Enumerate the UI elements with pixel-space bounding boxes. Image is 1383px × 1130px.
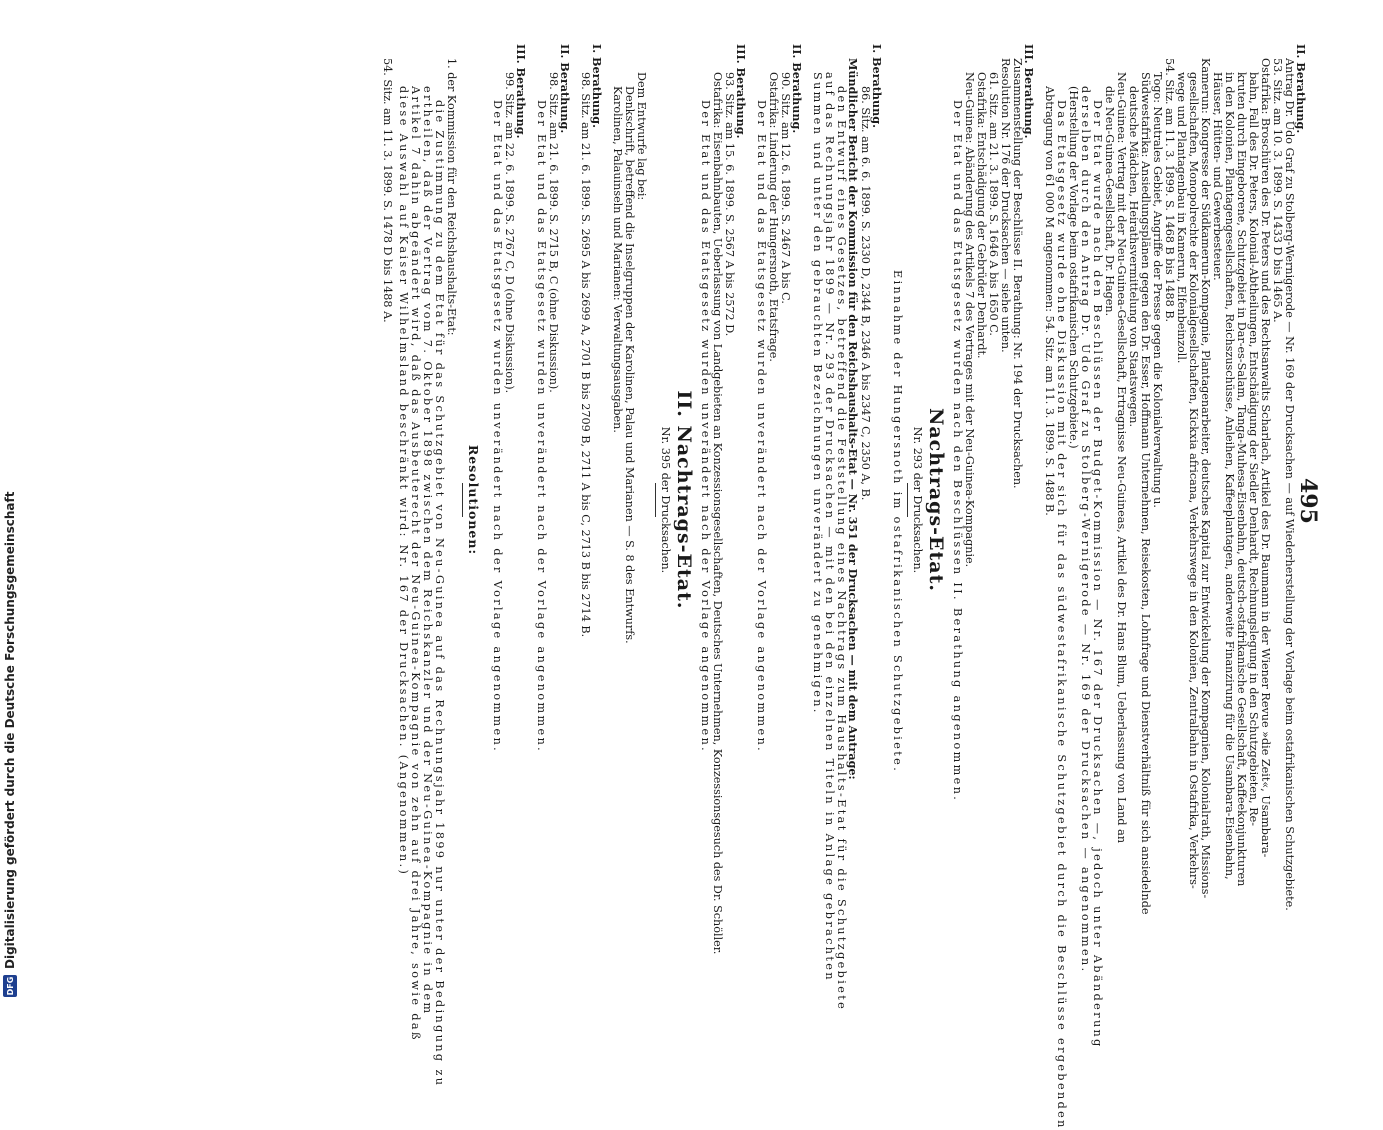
text-line: Resolutionen: <box>466 444 481 556</box>
text-line: III. Berathung. <box>734 44 748 139</box>
text-line: Togo: Neutrales Gebiet, Angriffe der Presse gegen die Kolonialverwaltung u. <box>1151 72 1164 508</box>
text-line: wege und Plantagenbau in Kamerun, Elfenbeinzoll. <box>1175 72 1188 364</box>
text-line: 54. Sitz. am 11. 3. 1899. S. 1468 B bis 1488 B. <box>1163 58 1176 323</box>
text-line: (Herstellung der Vorlage beim ostafrikanischen Schutzgebiete.) <box>1067 86 1080 449</box>
text-line: Abtragung von 61 000 M angenommen: 54. Sitz. am 11. 3. 1899. S. 1488 B. <box>1043 86 1056 516</box>
text-line: gesellschaften, Monopolrechte der Kolonialgesellschaften, Kickxia africana, Verkehrswege in den Kolonien, Zentralbahn in Ostafrika, Verkehrs- <box>1187 72 1200 889</box>
text-line: den Entwurf eines Gesetzes, betreffend die Feststellung eines Nachtrags zum Haushalts-Etat für die Schutzgebiete <box>835 86 848 1012</box>
text-line: 1. der Kommission für den Reichshaushalts-Etat: <box>445 58 458 336</box>
text-line: auf das Rechnungsjahr 1899 — Nr. 293 der Drucksachen — mit den bei den einzelnen Titeln in Anlage gebrachten <box>823 72 836 982</box>
text-line: Resolution Nr. 176 der Drucksachen — siehe unten. <box>999 58 1012 353</box>
text-line: Dem Entwurfe lag bei: <box>635 72 648 201</box>
text-line: Der Etat und das Etatsgesetz wurden unverändert nach der Vorlage angenommen. <box>491 100 504 754</box>
text-line: Kamerun: Kongresse der Südkamerun-Kompagnie, Plantagenarbeiter, deutsches Kapital zur Entwickelung der Kompagnien, Kolonialrath, Missions- <box>1199 58 1212 899</box>
text-line: Zusammenstellung der Beschlüsse II. Berathung: Nr. 194 der Drucksachen. <box>1011 58 1024 489</box>
text-line: 98. Sitz. am 21. 6. 1899. S. 2695 A bis 2699 A, 2701 B bis 2709 B, 2711 A bis C, 2713 B bis 2714 B. <box>579 72 592 638</box>
page-number: 495 <box>1295 478 1321 524</box>
text-line: Ostafrika: Linderung der Hungersnoth, Etatsfrage. <box>767 72 780 362</box>
text-line: Ostafrika: Entschädigung der Gebrüder Denhardt. <box>975 72 988 359</box>
dfg-logo: DFG <box>3 975 17 997</box>
text-line: in den Kolonien, Plantagengesellschaften, Reichszuschüsse, Anleihen, Kaffeeplantagen, anderweite Finanzirung für die Usambara-Eisenbahn, <box>1223 72 1236 880</box>
text-line: II. Berathung. <box>558 44 572 134</box>
text-line: 90. Sitz. am 12. 6. 1899. S. 2467 A bis C. <box>779 72 792 304</box>
text-line: 53. Sitz. am 10. 3. 1899. S. 1433 D bis 1465 A. <box>1271 58 1284 323</box>
text-line: die Zustimmung zu dem Etat für das Schutzgebiet von Neu-Guinea auf das Rechnungsjahr 1899 nur unter der Bedingung zu <box>433 100 446 1088</box>
text-line: Einnahme der Hungersnoth im ostafrikanischen Schutzgebiete. <box>891 270 904 774</box>
text-line: Nr. 293 der Drucksachen. <box>911 426 924 574</box>
text-line: Das Etatsgesetz wurde ohne Diskussion mit der sich für das südwestafrikanische Schutzgebiet durch die Beschlüsse ergebenden <box>1055 100 1068 1130</box>
text-line: Der Etat und das Etatsgesetz wurden nach den Beschlüssen II. Berathung angenommen. <box>951 100 964 803</box>
text-line: Neu-Guinea: Vertrag mit der Neu-Guinea-Gesellschaft, Ertragnisse Neu-Guineas, Artikel des Dr. Hans Blum, Ueberlassung von Land an <box>1115 72 1128 844</box>
text-line: Artikel 7 dahin abgeändert wird, daß das Ausbeuterecht der Neu-Guinea-Kompagnie von zehn auf drei Jahre, sowie daß <box>409 86 422 1042</box>
text-line: Ostafrika: Eisenbahnbauten, Ueberlassung von Landgebieten an Konzessionsgesellschaften, Deutsches Unternehmen, Konzessionsgesuch des Dr. Schöller. <box>711 72 724 955</box>
text-line: ertheilen, daß der Vertrag vom 7. Oktober 1898 zwischen dem Reichskanzler und der Neu-Guinea-Kompagnie in dem <box>421 86 434 1016</box>
text-line: Der Etat und das Etatsgesetz wurden unverändert nach der Vorlage angenommen. <box>699 100 712 754</box>
text-line: Nr. 395 der Drucksachen. <box>659 426 672 574</box>
text-line: Denkschrift, betreffend die Inselgruppen der Karolinen, Palau und Marianen — S. 8 des Entwurfs. <box>623 86 636 644</box>
text-line: Antrag Dr. Udo Graf zu Stolberg-Wernigerode — Nr. 169 der Drucksachen — auf Wiederherstellung der Vorlage beim ostafrikanischen Schutzgebiete. <box>1283 58 1296 911</box>
text-line: 98. Sitz. am 21. 6. 1899. S. 2715 B, C (ohne Diskussion). <box>547 72 560 393</box>
text-line: 93. Sitz. am 15. 6. 1899. S. 2567 A bis 2572 D. <box>723 72 736 337</box>
text-line: 99. Sitz. am 22. 6. 1899. S. 2767 C, D (ohne Diskussion). <box>503 72 516 394</box>
funding-sidebar <box>0 0 20 1000</box>
separator-line <box>462 483 463 517</box>
text-line: Der Etat wurde nach den Beschlüssen der Budget-Kommission — Nr. 167 der Drucksachen —, jedoch unter Abänderung <box>1091 100 1104 1049</box>
text-line: I. Berathung. <box>870 44 884 129</box>
text-line: kruten durch Eingeborene, Schutzgebiet in Dar-es-Salam, Tanga-Muhesa-Eisenbahn, deutsch-ostafrikanische Gesellschaft, Kaffeekonjunkturen <box>1235 72 1248 887</box>
text-line: Der Etat und das Etatsgesetz wurden unverändert nach der Vorlage angenommen. <box>755 100 768 754</box>
text-line: 86. Sitz. am 6. 6. 1899. S. 2330 D, 2344 B, 2346 A bis 2347 C, 2350 A, B. <box>859 86 872 501</box>
separator-line <box>655 483 656 517</box>
text-line: II. Nachtrags-Etat. <box>673 390 695 610</box>
text-line: II. Berathung. <box>1294 44 1308 134</box>
text-line: Häuser, Hütten- und Gewerbesteuer. <box>1211 72 1224 281</box>
text-line: Mündlicher Bericht der Kommission für den Reichshaushalts-Etat — Nr. 351 der Drucksachen — mit dem Antrage: <box>846 58 860 780</box>
text-line: Südwestafrika: Ansiedlungsplänen gegen den Dr. Esser, Hoffmann Unternehmen, Reisekosten, Lohnfrage und Dienstverhältniß für sich ansiedelnde <box>1139 72 1152 915</box>
text-line: III. Berathung. <box>1022 44 1036 139</box>
separator-line <box>907 483 908 517</box>
text-line: Summen und unter den gebrauchten Bezeichnungen unverändert zu genehmigen. <box>811 72 824 715</box>
text-line: 61. Sitz. am 21. 3. 1899. S. 1646 A bis 1650 C. <box>987 72 1000 336</box>
text-line: die Neu-Guinea-Gesellschaft, Dr. Hagen. <box>1103 86 1116 317</box>
text-line: II. Berathung. <box>790 44 804 134</box>
text-line: I. Berathung. <box>590 44 604 129</box>
text-line: Ostafrika: Broschüren des Dr. Peters und des Rechtsanwalts Scharlach, Artikel des Dr. Baumann in der Wiener Revue »die Zeit«, Usambara- <box>1259 58 1272 858</box>
text-line: diese Auswahl auf Kaiser Wilhelmsland beschränkt wird: Nr. 167 der Drucksachen. (Angenommen.) <box>397 86 410 877</box>
text-line: Der Etat und das Etatsgesetz wurden unverändert nach der Vorlage angenommen. <box>535 100 548 754</box>
text-line: Karolinen, Palauinseln und Marianen: Verwaltungsausgaben. <box>611 86 624 433</box>
funding-note: Digitalisierung gefördert durch die Deutsche Forschungsgemeinschaft <box>3 491 17 969</box>
text-line: 54. Sitz. am 11. 3. 1899. S. 1478 D bis 1488 A. <box>381 58 394 323</box>
text-line: III. Berathung. <box>514 44 528 139</box>
text-line: derselben durch den Antrag Dr. Udo Graf zu Stolberg-Wernigerode — Nr. 169 der Drucksachen — angenommen. <box>1079 86 1092 974</box>
text-line: Nachtrags-Etat. <box>925 408 947 592</box>
text-line: Neu-Guinea: Abänderung des Artikels 7 des Vertrages mit der Neu-Guinea-Kompagnie. <box>963 72 976 568</box>
text-line: bahn, Fall des Dr. Peters, Kolonial-Abtheilungen, Entschädigung der Siedler Denhardt, Rechnungslegung in den Schutzgebieten, Re- <box>1247 72 1260 827</box>
text-line: deutsche Mädchen, Heirathsvermittelung von Staatswegen. <box>1127 86 1140 428</box>
